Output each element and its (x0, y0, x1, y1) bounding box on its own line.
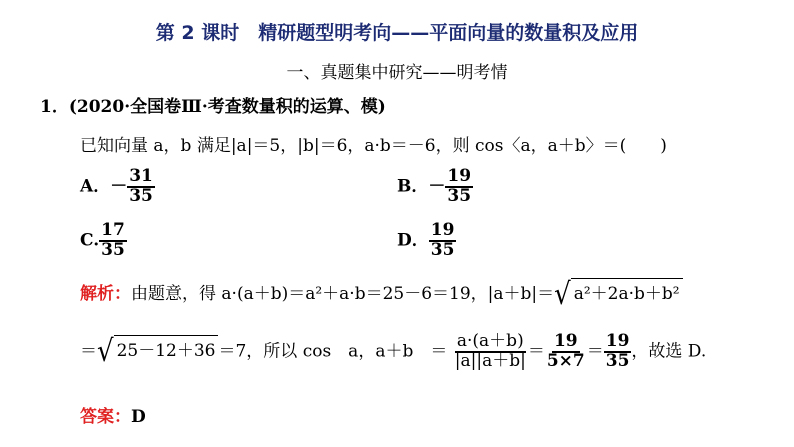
option-c-label: C. (80, 230, 100, 251)
radical-sign-2: √ (97, 335, 114, 370)
option-b-fraction (445, 168, 473, 206)
solution-line-1 (80, 277, 683, 313)
option-b-sign: － (428, 176, 446, 197)
question-stem: 已知向量 a，b 满足|a|＝5，|b|＝6，a·b＝－6，则 cos〈a，a＋b〉＝( ) (80, 136, 667, 156)
option-d-fraction (429, 222, 457, 260)
solution-line-2 (80, 333, 706, 371)
frac1-den: |a||a＋b| (454, 350, 526, 371)
solution-line1-text: 由题意，得 a·(a＋b)＝a²＋a·b＝25－6＝19，|a＋b|＝ (131, 284, 555, 304)
frac2-den: 5×7 (546, 350, 585, 371)
solution-frac-3 (604, 333, 632, 371)
solution-line2-prefix: ＝ (80, 341, 97, 362)
answer-line (80, 402, 146, 427)
question-source-line (40, 92, 386, 117)
eq-sign-1: ＝ (527, 341, 545, 362)
eq-sign-2: ＝ (586, 341, 604, 362)
option-b (397, 168, 473, 206)
option-a-sign: － (110, 176, 128, 197)
solution-line2-mid: ＝7，所以 cos a，a＋b ＝ (218, 341, 448, 362)
radical-sign: √ (554, 277, 571, 313)
frac2-num: 19 (553, 331, 578, 351)
option-b-label: B． (397, 176, 429, 197)
solution-frac-2 (545, 333, 587, 371)
option-a (80, 168, 155, 206)
solution-line2-sqrt: 25－12＋36 (114, 335, 219, 361)
option-d (397, 222, 456, 260)
option-c-num: 17 (101, 220, 125, 240)
solution-line1-sqrt: a²＋2a·b＋b² (571, 278, 683, 304)
frac3-den: 35 (605, 350, 630, 371)
answer-label: 答案： (80, 407, 131, 427)
lesson-title: 第 2 课时 精研题型明考向——平面向量的数量积及应用 (155, 22, 639, 44)
option-d-den: 35 (430, 239, 455, 260)
option-c-fraction (99, 222, 127, 260)
question-source: (2020·全国卷Ⅲ·考查数量积的运算、模) (68, 97, 386, 117)
frac1-num: a·(a＋b) (456, 331, 524, 351)
option-a-den: 35 (129, 185, 153, 206)
option-a-fraction (127, 168, 155, 206)
answer-value: D (131, 407, 146, 427)
question-number: 1． (40, 97, 69, 117)
option-b-num: 19 (447, 166, 472, 186)
option-c (80, 222, 127, 260)
solution-frac-1 (453, 333, 528, 371)
option-a-label: A． (80, 176, 111, 197)
solution-line2-end: ，故选 D. (631, 341, 707, 362)
solution-label: 解析： (80, 284, 131, 304)
option-d-label: D． (397, 230, 429, 251)
option-c-den: 35 (101, 239, 125, 260)
option-b-den: 35 (447, 185, 472, 206)
section-subtitle: 一、真题集中研究——明考情 (286, 63, 508, 83)
option-a-num: 31 (129, 166, 153, 186)
frac3-num: 19 (605, 331, 630, 351)
option-d-num: 19 (430, 220, 455, 240)
